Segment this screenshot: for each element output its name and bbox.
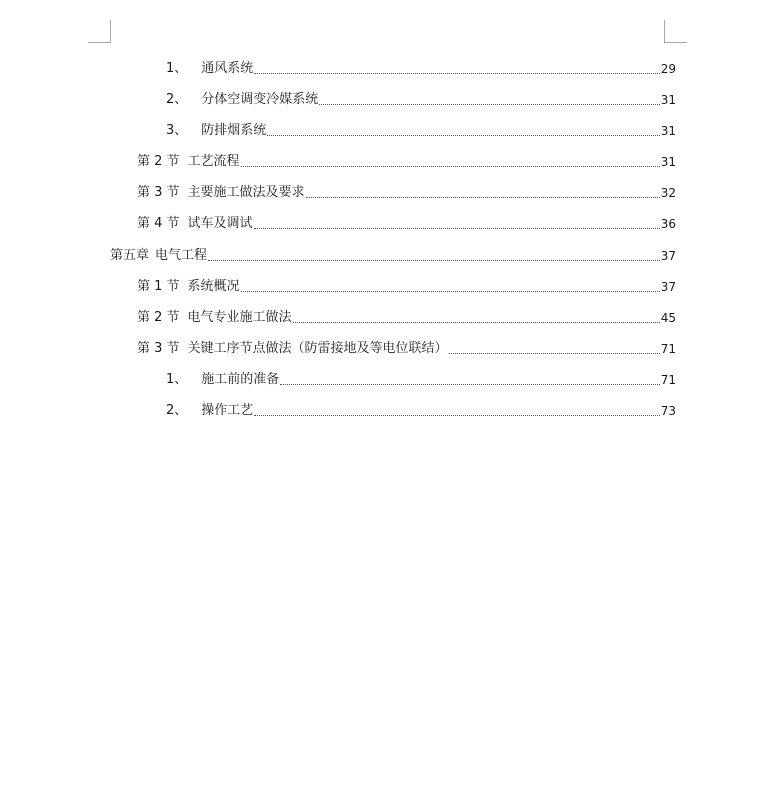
toc-entry-page-number: 73 (660, 404, 676, 418)
toc-entry-number: 第 2 节 (137, 154, 180, 169)
toc-entry[interactable] (137, 213, 676, 233)
toc-entry[interactable] (166, 400, 676, 420)
toc-entry-title: 防排烟系统 (201, 123, 267, 138)
toc-entry-title: 系统概况 (187, 279, 240, 294)
toc-entry-number: 第 2 节 (137, 310, 180, 325)
toc-dot-leader (254, 415, 659, 416)
toc-entry[interactable] (166, 369, 676, 389)
toc-entry-title: 通风系统 (201, 61, 254, 76)
toc-dot-leader (254, 228, 660, 229)
toc-entry[interactable] (110, 245, 676, 265)
toc-entry-number: 2、 (166, 403, 188, 418)
toc-entry-page-number: 31 (660, 155, 676, 169)
toc-entry-title: 电气工程 (155, 248, 208, 263)
toc-entry[interactable] (166, 58, 676, 78)
toc-dot-leader (267, 135, 659, 136)
toc-entry-page-number: 31 (660, 124, 676, 138)
toc-entry[interactable] (137, 338, 676, 358)
toc-entry[interactable] (137, 182, 676, 202)
toc-dot-leader (208, 260, 660, 261)
toc-entry-number: 1、 (166, 372, 188, 387)
toc-entry-number: 第 3 节 (137, 341, 180, 356)
toc-entry[interactable] (137, 307, 676, 327)
toc-dot-leader (241, 291, 660, 292)
toc-entry-page-number: 36 (660, 217, 676, 231)
toc-entry-number: 第五章 (110, 248, 150, 263)
toc-entry-title: 关键工序节点做法（防雷接地及等电位联结） (187, 341, 448, 356)
toc-entry-page-number: 29 (660, 62, 676, 76)
toc-entry[interactable] (137, 276, 676, 296)
toc-entry-number: 第 4 节 (137, 216, 180, 231)
toc-entry[interactable] (166, 120, 676, 140)
toc-entry-title: 施工前的准备 (201, 372, 280, 387)
toc-dot-leader (293, 322, 660, 323)
toc-dot-leader (241, 166, 660, 167)
toc-entry-title: 电气专业施工做法 (187, 310, 292, 325)
toc-dot-leader (280, 384, 659, 385)
toc-entry-page-number: 32 (660, 186, 676, 200)
toc-entry-title: 主要施工做法及要求 (187, 185, 305, 200)
toc-dot-leader (319, 104, 659, 105)
toc-entry-title: 试车及调试 (187, 216, 253, 231)
toc-entry-number: 3、 (166, 123, 188, 138)
toc-dot-leader (449, 353, 660, 354)
toc-entry-page-number: 37 (660, 280, 676, 294)
toc-entry[interactable] (166, 89, 676, 109)
toc-entry-page-number: 45 (660, 311, 676, 325)
toc-entry-page-number: 71 (660, 342, 676, 356)
toc-entry-number: 2、 (166, 92, 188, 107)
toc-entry-page-number: 31 (660, 93, 676, 107)
toc-entry-number: 1、 (166, 61, 188, 76)
toc-entry-number: 第 3 节 (137, 185, 180, 200)
toc-entry-number: 第 1 节 (137, 279, 180, 294)
toc-entry[interactable] (137, 151, 676, 171)
toc-entry-page-number: 37 (660, 249, 676, 263)
toc-dot-leader (254, 73, 659, 74)
toc-entry-page-number: 71 (660, 373, 676, 387)
toc-dot-leader (306, 197, 660, 198)
toc-entry-title: 分体空调变冷媒系统 (201, 92, 319, 107)
toc-entry-title: 工艺流程 (187, 154, 240, 169)
toc-entry-title: 操作工艺 (201, 403, 254, 418)
